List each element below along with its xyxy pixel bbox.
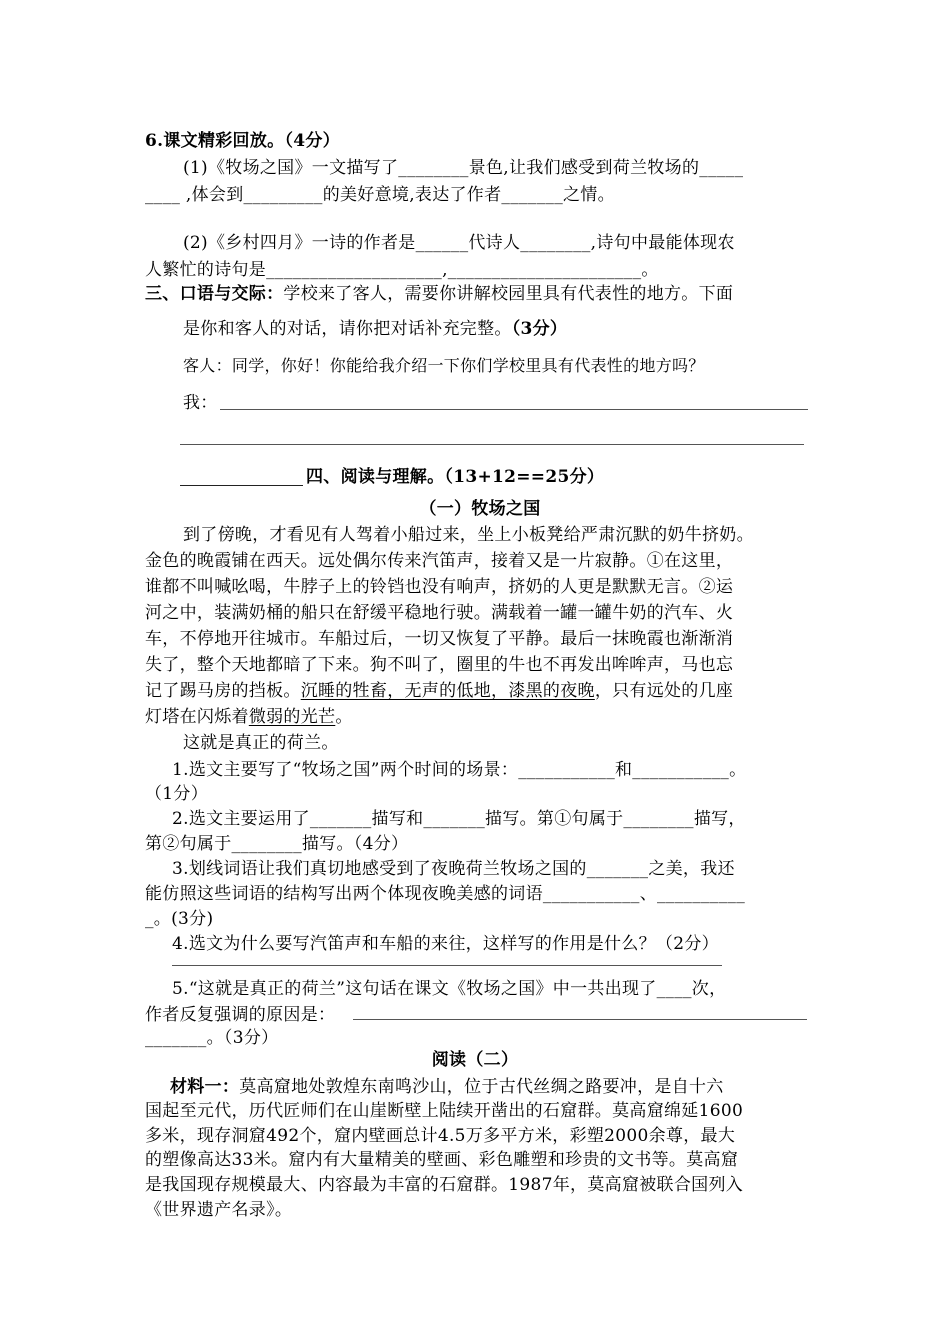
p7-text-b: ，只有远处的几座 <box>594 681 734 701</box>
answer-line-2[interactable] <box>180 444 804 445</box>
section-4-title: 四、阅读与理解。（13+12==25分） <box>306 467 605 487</box>
q6-line-2: ____ ,体会到_________的美好意境,表达了作者_______之情。 <box>145 185 615 205</box>
guest-question: 客人：同学，你好！你能给我介绍一下你们学校里具有代表性的地方吗？ <box>183 356 705 375</box>
answer-line-1[interactable] <box>220 409 808 410</box>
section-3-line-1 <box>145 281 733 307</box>
material-1-label: 材料一： <box>170 1077 240 1097</box>
section-4-lead-line <box>180 485 303 486</box>
r1-q1-line-1: 1.选文主要写了“牧场之国”两个时间的场景：___________和___________。 <box>172 760 747 780</box>
reading-1-para-line-9: 这就是真正的荷兰。 <box>183 733 339 753</box>
r1-q4: 4.选文为什么要写汽笛声和车船的来往，这样写的作用是什么？（2分） <box>172 934 719 954</box>
q6-line-4: 人繁忙的诗句是____________________,______________________。 <box>145 260 659 280</box>
reading-2-title: 阅读（二） <box>431 1050 519 1070</box>
reading-1-para-line-4: 河之中，装满奶桶的船只在舒缓平稳地行驶。满载着一罐一罐牛奶的汽车、火 <box>145 603 734 623</box>
section-3-score: （3分） <box>511 319 568 339</box>
p8-text-a: 灯塔在闪烁着 <box>145 707 249 727</box>
r1-q2-line-2: 第②句属于________描写。（4分） <box>145 834 409 854</box>
underlined-phrase-2: 微弱的光芒 <box>248 707 336 727</box>
reading-1-para-line-6: 失了，整个天地都暗了下来。狗不叫了，圈里的牛也不再发出哞哞声，马也忘 <box>145 655 734 675</box>
reading-1-para-line-8 <box>145 704 353 730</box>
r1-q4-answer-line[interactable] <box>172 965 722 966</box>
reading-1-para-line-3: 谁都不叫喊吆喝，牛脖子上的铃铛也没有响声，挤奶的人更是默默无言。②运 <box>145 577 734 597</box>
reading-1-para-line-1: 到了傍晚，才看见有人驾着小船过来，坐上小板凳给严肃沉默的奶牛挤奶。 <box>183 525 754 545</box>
p8-text-b: 。 <box>335 707 353 727</box>
my-answer-label: 我： <box>183 393 218 413</box>
section-3-instruction-2: 是你和客人的对话，请你把对话补充完整。 <box>183 319 512 339</box>
p7-text-a: 记了踢马房的挡板。 <box>145 681 301 701</box>
r1-q5-line-3: _______。（3分） <box>145 1028 279 1048</box>
reading-1-para-line-2: 金色的晚霞铺在西天。远处偶尔传来汽笛声，接着又是一片寂静。①在这里， <box>145 551 734 571</box>
reading-2-line-6: 《世界遗产名录》。 <box>145 1200 293 1220</box>
reading-1-para-line-7 <box>145 678 733 704</box>
reading-1-title: （一）牧场之国 <box>419 499 541 519</box>
r1-q5-line-2: 作者反复强调的原因是： <box>145 1005 336 1025</box>
r1-q1-line-2: （1分） <box>145 784 209 804</box>
q6-title: 6.课文精彩回放。（4分） <box>145 131 340 151</box>
r1-q3-line-3: _。(3分) <box>145 909 214 929</box>
r1-q5-line-1: 5.“这就是真正的荷兰”这句话在课文《牧场之国》中一共出现了____次， <box>172 979 727 999</box>
underlined-phrase-1: 沉睡的牲畜，无声的低地，漆黑的夜晚 <box>300 681 595 701</box>
q6-line-1: (1)《牧场之国》一文描写了________景色,让我们感受到荷兰牧场的_____ <box>183 158 744 178</box>
r1-q3-line-2: 能仿照这些词语的结构写出两个体现夜晚美感的词语___________、__________ <box>145 884 745 904</box>
reading-2-line-4: 的塑像高达33米。窟内有大量精美的壁画、彩色雕塑和珍贵的文书等。莫高窟 <box>145 1150 739 1170</box>
r1-q3-line-1: 3.划线词语让我们真切地感受到了夜晚荷兰牧场之国的_______之美，我还 <box>172 859 735 879</box>
reading-2-line-1 <box>170 1074 724 1100</box>
section-3-instruction: 学校来了客人，需要你讲解校园里具有代表性的地方。下面 <box>283 284 734 304</box>
q6-line-3: (2)《乡村四月》一诗的作者是______代诗人________,诗句中最能体现农 <box>183 233 735 253</box>
r1-q5-answer-line[interactable] <box>353 1019 807 1020</box>
section-3-title: 三、口语与交际： <box>145 284 284 304</box>
reading-2-line-3: 多米，现存洞窟492个，窟内壁画总计4.5万多平方米，彩塑2000余尊，最大 <box>145 1126 736 1146</box>
reading-2-line-2: 国起至元代，历代匠师们在山崖断壁上陆续开凿出的石窟群。莫高窟绵延1600 <box>145 1101 744 1121</box>
material-1-text: 莫高窟地处敦煌东南鸣沙山，位于古代丝绸之路要冲，是自十六 <box>239 1077 724 1097</box>
r1-q2-line-1: 2.选文主要运用了_______描写和_______描写。第①句属于________描写， <box>172 809 746 829</box>
reading-1-para-line-5: 车，不停地开往城市。车船过后，一切又恢复了平静。最后一抹晚霞也渐渐消 <box>145 629 734 649</box>
reading-2-line-5: 是我国现存规模最大、内容最为丰富的石窟群。1987年，莫高窟被联合国列入 <box>145 1175 744 1195</box>
section-3-line-2 <box>183 316 567 342</box>
